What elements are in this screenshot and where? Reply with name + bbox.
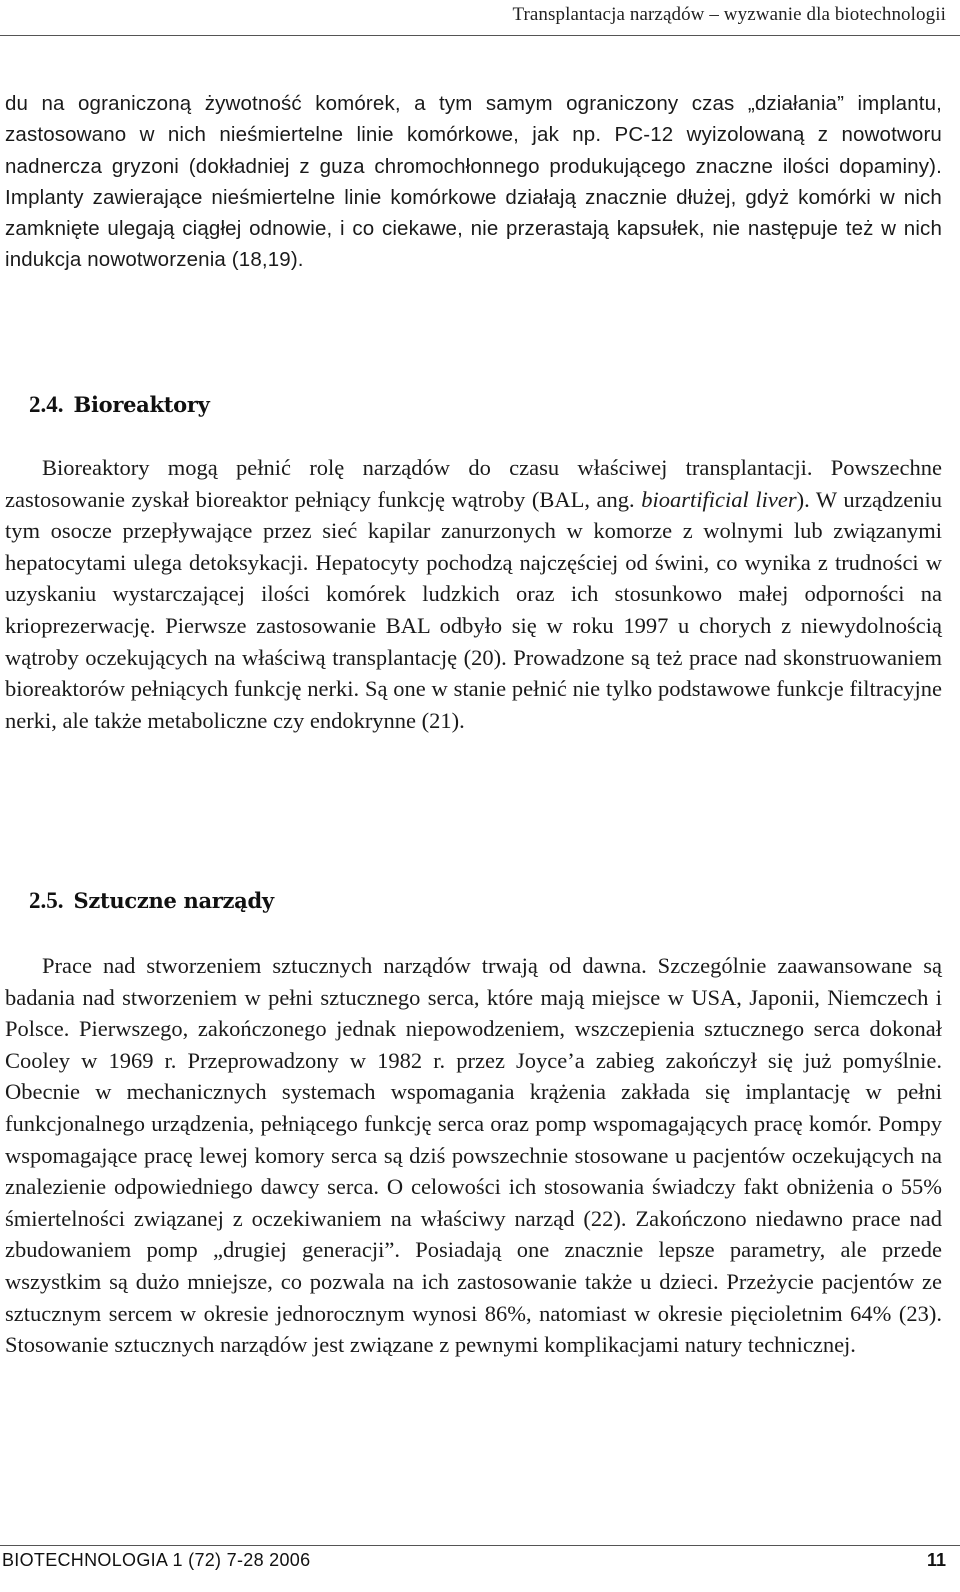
running-head: Transplantacja narządów – wyzwanie dla biotechnologii	[512, 4, 946, 25]
section-number: 2.5.	[29, 888, 64, 913]
section-heading-2-5	[29, 888, 274, 914]
paragraph-text: ). W urządzeniu tym osocze przepływające przez sieć kapilar zanurzonych w komorze z wolnymi lub związanymi hepatocytami ulega detoksykacji. Hepatocyty pochodzą najczęściej od świni, co wynika z trudności w uzyskaniu wystarczającej ilości komórek ludzkich oraz ich stosunkowo małej odporności na krioprezerwację. Pierwsze zastosowanie BAL odbyło się w roku 1997 u chorych z niewydolnością wątroby oczekujących na właściwą transplantację (20). Prowadzone są też prace nad skonstruowaniem bioreaktorów pełniących funkcję nerki. Są one w stanie pełnić nie tylko podstawowe funkcje filtracyjne nerki, ale także metaboliczne czy endokrynne (21).	[5, 486, 943, 733]
italic-term: bioartificial liver	[641, 486, 797, 512]
footer-rule	[0, 1545, 960, 1546]
body-paragraph-3	[5, 950, 942, 1361]
section-number: 2.4.	[29, 392, 64, 417]
page-number: 11	[926, 1550, 946, 1570]
body-paragraph-2	[5, 452, 942, 736]
section-heading-2-4	[29, 392, 210, 418]
paragraph-text: Prace nad stworzeniem sztucznych narządów trwają od dawna. Szczególnie zaawansowane są badania nad stworzeniem w pełni sztucznego serca, które mają miejsce w USA, Japonii, Niemczech i Polsce. Pierwszego, zakończonego jednak niepowodzeniem, wszczepienia sztucznego serca dokonał Cooley w 1969 r. Przeprowadzony w 1982 r. przez Joyce’a zabieg zakończył się już pomyślnie. Obecnie w mechanicznych systemach wspomagania krążenia zakłada się implantację w pełni funkcjonalnego urządzenia, pełniącego funkcję serca oraz pomp wspomagających pracę komór. Pompy wspomagające pracę lewej komory serca są dziś powszechnie stosowane u pacjentów oczekujących na znalezienie odpowiedniego dawcy serca. O celowości ich stosowania świadczy fakt obniżenia o 55% śmiertelności związanej z oczekiwaniem na właściwy narząd (22). Zakończono niedawno prace nad zbudowaniem pomp „drugiej generacji”. Posiadają one znacznie lepsze parametry, ale przede wszystkim są dużo mniejsze, co pozwala na ich zastosowanie także u dzieci. Przeżycie pacjentów ze sztucznym sercem w okresie jednorocznym wynosi 86%, natomiast w okresie pięcioletnim 64% (23). Stosowanie sztucznych narządów jest związane z pewnymi komplikacjami natury technicznej.	[5, 953, 942, 1358]
header-rule	[0, 35, 960, 36]
journal-reference: BIOTECHNOLOGIA 1 (72) 7-28 2006	[2, 1550, 311, 1570]
section-title: Sztuczne narządy	[73, 888, 274, 913]
paragraph-text: Bioreaktory mogą pełnić rolę narządów do czasu właściwej transplantacji. Powszechne zastosowanie zyskał bioreaktor pełniący funkcję wątroby (BAL, ang.	[5, 455, 942, 512]
body-paragraph-1: du na ograniczoną żywotność komórek, a tym samym ograniczony czas „działania” implantu, zastosowano w nich nieśmiertelne linie komórkowe, jak np. PC-12 wyizolowaną z nowotworu nadnercza gryzoni (dokładniej z guza chromochłonnego produkującego znaczne ilości dopaminy). Implanty zawierające nieśmiertelne linie komórkowe działają znacznie dłużej, gdyż komórki w nich zamknięte ulegają ciągłej odnowie, i co ciekawe, nie przerastają kapsułek, nie następuje też w nich indukcja nowotworzenia (18,19).	[5, 92, 942, 272]
section-title: Bioreaktory	[73, 392, 210, 417]
